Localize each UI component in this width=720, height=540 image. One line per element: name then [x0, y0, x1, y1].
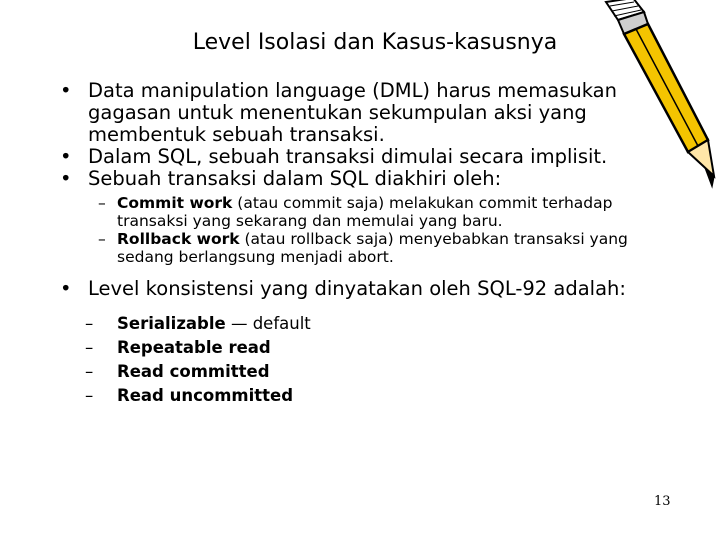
dash-marker: –	[85, 338, 94, 357]
dash-marker: –	[85, 362, 94, 381]
sub-item	[60, 194, 660, 230]
bullet-marker: •	[60, 277, 72, 300]
dash-marker: –	[85, 314, 94, 333]
sub-text: (atau rollback saja) menyebabkan transaksi yang sedang berlangsung menjadi abort.	[117, 230, 628, 266]
bullet-text: Level konsistensi yang dinyatakan oleh SQL-92 adalah:	[88, 277, 626, 300]
sub-list	[60, 194, 660, 266]
bullet-marker: •	[60, 79, 72, 102]
dash-marker: –	[98, 230, 106, 248]
slide-title: Level Isolasi dan Kasus-kasusnya	[192, 30, 558, 55]
bullet-item	[60, 146, 660, 168]
isolation-level-list	[60, 312, 660, 408]
isolation-level	[60, 360, 660, 384]
level-name: Repeatable read	[117, 338, 271, 357]
sub-term: Commit work	[117, 194, 233, 212]
sub-text: (atau commit saja) melakukan commit terhadap transaksi yang sekarang dan memulai yang baru.	[117, 194, 613, 230]
bullet-item	[60, 80, 660, 146]
isolation-level	[60, 336, 660, 360]
dash-marker: –	[98, 194, 106, 212]
bullet-item	[60, 168, 660, 190]
bullet-text: Data manipulation language (DML) harus memasukan gagasan untuk menentukan sekumpulan aksi yang membentuk sebuah transaksi.	[88, 79, 617, 146]
bullet-text: Dalam SQL, sebuah transaksi dimulai secara implisit.	[88, 145, 608, 168]
bullet-marker: •	[60, 167, 72, 190]
sub-term: Rollback work	[117, 230, 240, 248]
default-note: — default	[225, 314, 311, 333]
bullet-item	[60, 278, 660, 300]
sub-item	[60, 230, 660, 266]
bullet-list	[60, 80, 660, 408]
bullet-text: Sebuah transaksi dalam SQL diakhiri oleh:	[88, 167, 502, 190]
page-number: 13	[654, 494, 671, 509]
bullet-marker: •	[60, 145, 72, 168]
level-name: Serializable	[117, 314, 226, 333]
dash-marker: –	[85, 386, 94, 405]
level-name: Read committed	[117, 362, 270, 381]
isolation-level	[60, 384, 660, 408]
level-name: Read uncommitted	[117, 386, 294, 405]
isolation-level	[60, 312, 660, 336]
